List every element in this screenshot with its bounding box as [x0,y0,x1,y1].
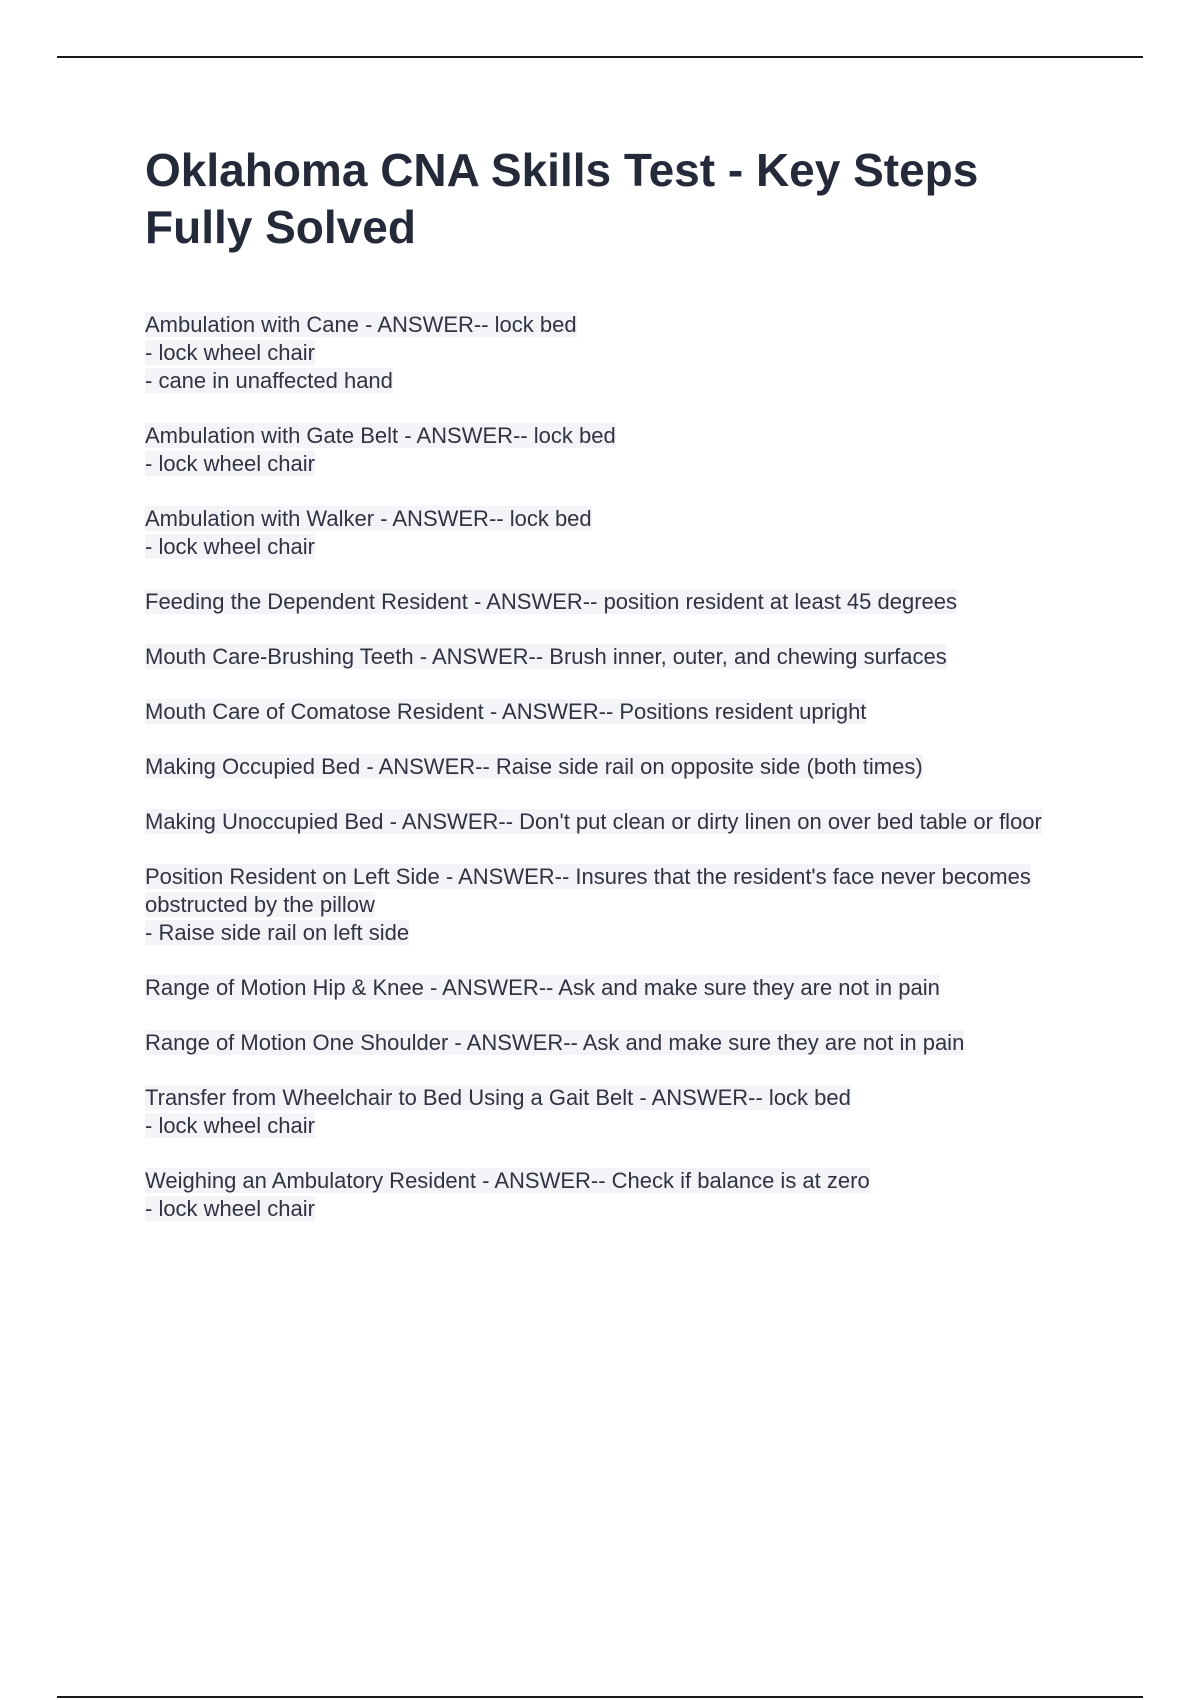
qa-line: Feeding the Dependent Resident - ANSWER-- position resident at least 45 degrees [145,589,958,614]
qa-line: - lock wheel chair [145,451,315,476]
qa-line: Mouth Care of Comatose Resident - ANSWER-- Positions resident upright [145,699,867,724]
qa-line: - lock wheel chair [145,1113,315,1138]
qa-line: Mouth Care-Brushing Teeth - ANSWER-- Brush inner, outer, and chewing surfaces [145,644,947,669]
qa-line: Ambulation with Walker - ANSWER-- lock bed [145,506,592,531]
qa-item [145,1029,1090,1057]
qa-item [145,588,1090,616]
footer-rule [57,1696,1143,1698]
header-rule [57,56,1143,58]
qa-item [145,1167,1090,1223]
qa-line: Position Resident on Left Side - ANSWER-- Insures that the resident's face never becomes obstructed by the pillow [145,864,1031,917]
qa-item [145,863,1090,947]
qa-line: Weighing an Ambulatory Resident - ANSWER-- Check if balance is at zero [145,1168,870,1193]
qa-line: - lock wheel chair [145,1196,315,1221]
qa-line: Transfer from Wheelchair to Bed Using a Gait Belt - ANSWER-- lock bed [145,1085,851,1110]
qa-line: Range of Motion One Shoulder - ANSWER-- Ask and make sure they are not in pain [145,1030,965,1055]
qa-item [145,808,1090,836]
qa-line: Range of Motion Hip & Knee - ANSWER-- Ask and make sure they are not in pain [145,975,940,1000]
qa-item [145,311,1090,395]
document-title: Oklahoma CNA Skills Test - Key Steps Fully Solved [145,144,979,253]
qa-item [145,422,1090,478]
qa-item [145,753,1090,781]
qa-line: Ambulation with Cane - ANSWER-- lock bed [145,312,577,337]
qa-line: Making Unoccupied Bed - ANSWER-- Don't put clean or dirty linen on over bed table or floor [145,809,1042,834]
qa-line: - Raise side rail on left side [145,920,410,945]
qa-item [145,505,1090,561]
qa-line: - lock wheel chair [145,340,315,365]
qa-item [145,643,1090,671]
qa-item [145,1084,1090,1140]
qa-item [145,974,1090,1002]
qa-list [145,311,1090,1250]
qa-line: - cane in unaffected hand [145,368,393,393]
qa-line: - lock wheel chair [145,534,315,559]
qa-line: Ambulation with Gate Belt - ANSWER-- lock bed [145,423,616,448]
qa-line: Making Occupied Bed - ANSWER-- Raise side rail on opposite side (both times) [145,754,923,779]
qa-item [145,698,1090,726]
